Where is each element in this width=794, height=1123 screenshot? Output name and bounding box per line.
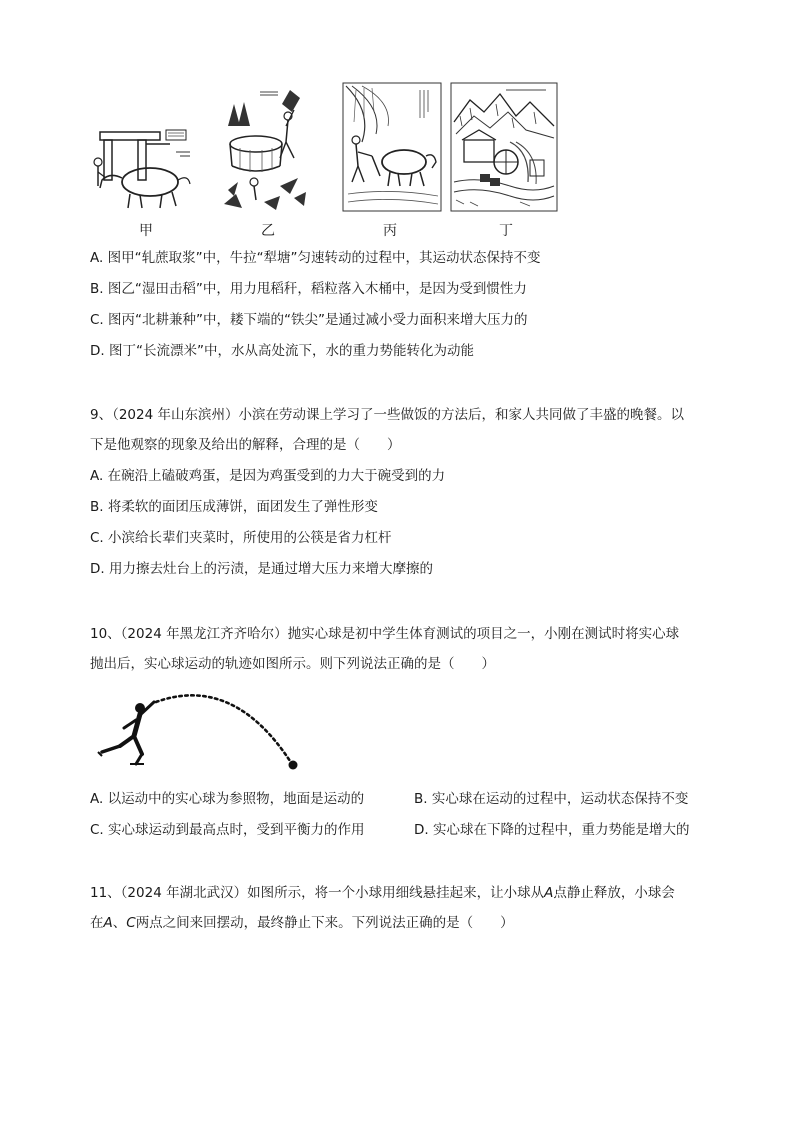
q8-option-a: A. 图甲“轧蔗取浆”中，牛拉“犁塘”匀速转动的过程中，其运动状态保持不变: [90, 250, 541, 266]
figure-row: [88, 82, 708, 242]
q11-separator: 、: [112, 915, 127, 931]
q11-stem-line-1: [90, 883, 675, 903]
q9-option-d: D. 用力擦去灶台上的污渍，是通过增大压力来增大摩擦的: [90, 561, 433, 577]
q10-option-c: C. 实心球运动到最高点时，受到平衡力的作用: [90, 822, 365, 838]
figure-caption-yi: 乙: [261, 223, 275, 239]
q10-trajectory-figure: [94, 690, 310, 772]
q10-option-a: A. 以运动中的实心球为参照物，地面是运动的: [90, 791, 365, 807]
q9-option-c: C. 小滨给长辈们夹菜时，所使用的公筷是省力杠杆: [90, 530, 392, 546]
q9-stem-line-1: 9、（2024 年山东滨州）小滨在劳动课上学习了一些做饭的方法后，和家人共同做了丰盛的晚餐。以: [90, 407, 684, 423]
figure-jia-illustration: [90, 122, 200, 212]
q9-option-b: B. 将柔软的面团压成薄饼，面团发生了弹性形变: [90, 499, 378, 515]
q11-point-c: C: [126, 915, 136, 931]
q9-stem-line-2: 下是他观察的现象及给出的解释，合理的是（ ）: [90, 437, 401, 453]
q11-stem-line-2: [90, 913, 514, 933]
thrower-figure: [98, 702, 154, 764]
ball: [289, 761, 298, 770]
q10-option-d: D. 实心球在下降的过程中，重力势能是增大的: [414, 822, 690, 838]
figure-bing-illustration: [342, 82, 442, 212]
q10-option-b: B. 实心球在运动的过程中，运动状态保持不变: [414, 791, 689, 807]
q8-option-b: B. 图乙“湿田击稻”中，用力甩稻秆，稻粒落入木桶中，是因为受到惯性力: [90, 281, 527, 297]
q11-point-a: A: [544, 885, 554, 901]
figure-ding-illustration: [450, 82, 558, 212]
figure-caption-jia: 甲: [139, 223, 153, 239]
figure-caption-ding: 丁: [499, 223, 513, 239]
q10-stem-line-1: 10、（2024 年黑龙江齐齐哈尔）抛实心球是初中学生体育测试的项目之一，小刚在测试时将实心球: [90, 626, 680, 642]
q11-stem-line-2-part-b: 两点之间来回摆动，最终静止下来。下列说法正确的是（ ）: [135, 915, 514, 931]
q9-option-a: A. 在碗沿上磕破鸡蛋，是因为鸡蛋受到的力大于碗受到的力: [90, 468, 446, 484]
q11-stem-line-2-part-a: 在: [90, 915, 104, 931]
q11-stem-line-1-part-a: 11、（2024 年湖北武汉）如图所示，将一个小球用细线悬挂起来，让小球从: [90, 885, 545, 901]
figure-yi-illustration: [220, 86, 316, 212]
q10-options-row-1: [90, 789, 710, 809]
q11-point-a-second: A: [103, 915, 113, 931]
q10-options-row-2: [90, 820, 710, 840]
ball-trajectory: [156, 695, 292, 764]
figure-caption-bing: 丙: [383, 223, 397, 239]
q11-stem-line-1-part-b: 点静止释放，小球会: [553, 885, 675, 901]
q8-option-d: D. 图丁“长流漂米”中，水从高处流下，水的重力势能转化为动能: [90, 343, 474, 359]
q10-stem-line-2: 抛出后，实心球运动的轨迹如图所示。则下列说法正确的是（ ）: [90, 656, 495, 672]
q8-option-c: C. 图丙“北耕兼种”中，耧下端的“铁尖”是通过减小受力面积来增大压力的: [90, 312, 528, 328]
